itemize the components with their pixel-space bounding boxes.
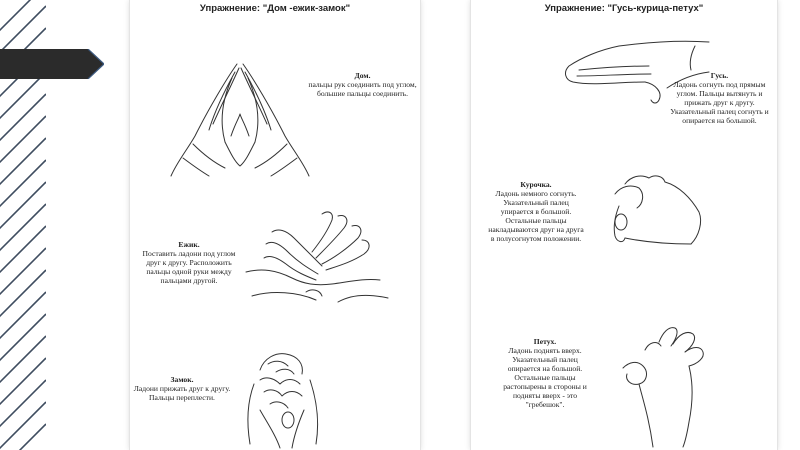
caption-line: Ладонь немного согнуть. bbox=[495, 189, 577, 198]
caption-line: в полусогнутом положении. bbox=[490, 234, 582, 243]
caption-heading: Ежик. bbox=[178, 240, 200, 249]
caption-line: Ладонь поднять вверх. bbox=[508, 346, 582, 355]
caption-kurochka bbox=[479, 180, 593, 243]
hand-petukh-illustration bbox=[609, 322, 719, 447]
caption-petukh bbox=[489, 337, 601, 409]
caption-line: опирается на большой. bbox=[507, 364, 583, 373]
caption-line: пальцы одной руки между bbox=[146, 267, 232, 276]
hands-ezhik-illustration bbox=[242, 208, 392, 308]
page-title: Упражнение: "Дом -ежик-замок" bbox=[199, 3, 351, 14]
caption-line: "гребешок". bbox=[525, 400, 565, 409]
caption-heading: Дом. bbox=[354, 71, 371, 80]
caption-line: Пальцы переплести. bbox=[149, 393, 215, 402]
caption-line: Ладонь согнуть под прямым bbox=[673, 80, 766, 89]
caption-line: накладываются друг на друга bbox=[488, 225, 584, 234]
page-title: Упражнение: "Гусь-курица-петух" bbox=[544, 3, 704, 14]
caption-line: пальцами другой. bbox=[160, 276, 218, 285]
hands-zamok-illustration bbox=[230, 340, 340, 450]
hands-dom-illustration bbox=[165, 58, 315, 183]
caption-line: Поставить ладони под углом bbox=[142, 249, 236, 258]
caption-line: большие пальцы соединить. bbox=[316, 89, 409, 98]
caption-line: друг к другу. Расположить bbox=[146, 258, 232, 267]
caption-heading: Петух. bbox=[533, 337, 557, 346]
caption-line: Остальные пальцы bbox=[514, 373, 576, 382]
caption-heading: Замок. bbox=[170, 375, 194, 384]
caption-line: Указательный палец bbox=[512, 355, 578, 364]
hand-kurochka-illustration bbox=[595, 170, 705, 250]
caption-line: углом. Пальцы вытянуть и bbox=[676, 89, 763, 98]
caption-line: Указательный палец согнуть и bbox=[670, 107, 769, 116]
caption-zamok bbox=[130, 375, 234, 402]
exercise-page-left bbox=[130, 0, 420, 450]
arrow-banner bbox=[0, 49, 104, 79]
caption-heading: Гусь. bbox=[710, 71, 729, 80]
caption-line: Ладони прижать друг к другу. bbox=[133, 384, 231, 393]
caption-line: упирается в большой. bbox=[500, 207, 572, 216]
caption-line: Остальные пальцы bbox=[505, 216, 567, 225]
exercise-page-right bbox=[471, 0, 777, 450]
caption-ezhik bbox=[133, 240, 245, 285]
caption-gus bbox=[657, 71, 782, 125]
caption-line: растопырены в стороны и bbox=[503, 382, 587, 391]
caption-line: прижать друг к другу. bbox=[684, 98, 755, 107]
caption-line: подняты вверх - это bbox=[512, 391, 578, 400]
caption-line: опирается на большой. bbox=[682, 116, 757, 125]
caption-dom bbox=[300, 71, 425, 98]
caption-line: пальцы рук соединить под углом, bbox=[308, 80, 417, 89]
caption-line: Указательный палец bbox=[503, 198, 569, 207]
caption-heading: Курочка. bbox=[520, 180, 552, 189]
